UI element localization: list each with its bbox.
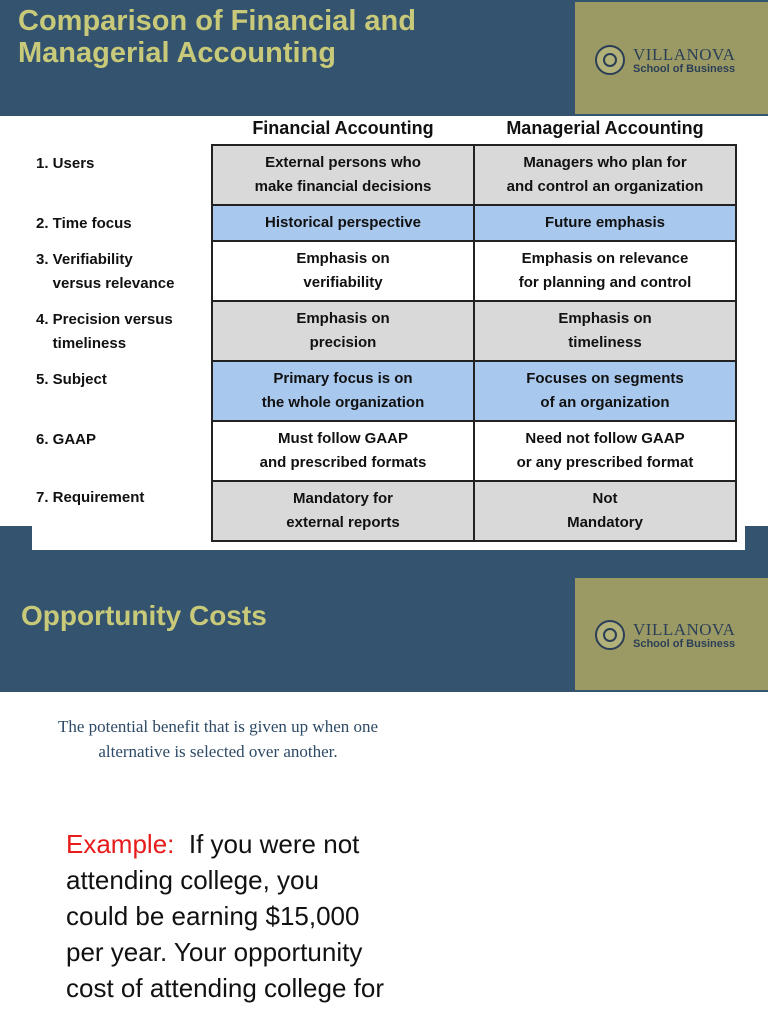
villanova-seal-icon xyxy=(595,620,625,650)
row-label: 7. Requirement xyxy=(36,489,145,506)
row-label: 6. GAAP xyxy=(36,431,97,448)
slide1-title xyxy=(18,5,416,69)
cell-financial: Emphasis on precision xyxy=(211,300,475,362)
logo-name: VILLANOVA xyxy=(633,619,736,639)
cell-financial: Must follow GAAP and prescribed formats xyxy=(211,420,475,482)
cell-financial: Mandatory for external reports xyxy=(211,480,475,542)
example-text: If you were not attending college, you could be earning $15,000 per year. Your opportunity cost of attending college for xyxy=(66,829,384,1003)
opportunity-cost-definition: The potential benefit that is given up when one alternative is selected over another. xyxy=(57,717,379,761)
cell-managerial: Emphasis on timeliness xyxy=(473,300,737,362)
slide1-logo-box xyxy=(575,2,768,114)
slide2-logo xyxy=(595,620,735,650)
row-label: 2. Time focus xyxy=(36,215,132,232)
cell-managerial: Need not follow GAAP or any prescribed format xyxy=(473,420,737,482)
example-paragraph xyxy=(66,826,386,1006)
slide1-title-line2: Managerial Accounting xyxy=(18,37,336,69)
cell-managerial: Managers who plan for and control an organization xyxy=(473,144,737,206)
row-label: 5. Subject xyxy=(36,371,107,388)
cell-financial: Emphasis on verifiability xyxy=(211,240,475,302)
villanova-seal-icon xyxy=(595,45,625,75)
row-label: 3. Verifiability versus relevance xyxy=(36,251,175,292)
row-label: 4. Precision versus timeliness xyxy=(36,311,173,352)
cell-financial: Primary focus is on the whole organization xyxy=(211,360,475,422)
slide1-logo xyxy=(595,45,735,75)
logo-name: VILLANOVA xyxy=(633,44,736,64)
cell-managerial: Emphasis on relevance for planning and control xyxy=(473,240,737,302)
row-label: 1. Users xyxy=(36,155,95,172)
cell-managerial: Focuses on segments of an organization xyxy=(473,360,737,422)
slide1-title-line1: Comparison of Financial and xyxy=(18,5,416,37)
logo-subtitle: School of Business xyxy=(633,62,736,75)
column-header-financial: Financial Accounting xyxy=(252,118,434,138)
slide2-logo-box xyxy=(575,578,768,690)
slide2-title: Opportunity Costs xyxy=(21,600,267,631)
cell-financial: External persons who make financial decisions xyxy=(211,144,475,206)
cell-managerial: Future emphasis xyxy=(473,204,737,242)
cell-managerial: Not Mandatory xyxy=(473,480,737,542)
logo-subtitle: School of Business xyxy=(633,637,736,650)
cell-financial: Historical perspective xyxy=(211,204,475,242)
column-header-managerial: Managerial Accounting xyxy=(506,118,704,138)
example-label: Example: xyxy=(66,829,175,859)
